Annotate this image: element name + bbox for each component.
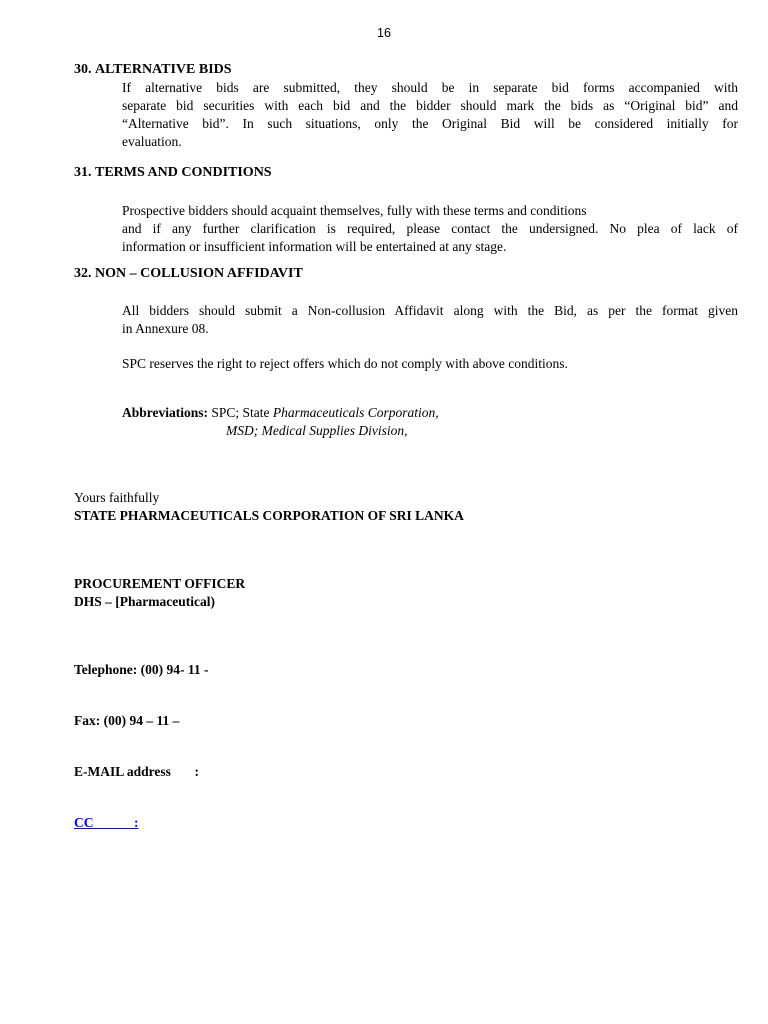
section-32-heading <box>74 265 768 283</box>
abbreviation-msd-expansion: MSD; Medical Supplies Division, <box>226 423 408 438</box>
paragraph-line: Prospective bidders should acquaint themselves, fully with these terms and conditions <box>122 203 587 218</box>
closing-salutation: Yours faithfully <box>74 490 160 505</box>
paragraph-line: evaluation. <box>122 134 182 149</box>
section-32-paragraph-1 <box>122 302 738 338</box>
page-number: 16 <box>377 26 391 40</box>
company-name: STATE PHARMACEUTICALS CORPORATION OF SRI LANKA <box>74 508 464 523</box>
section-32-paragraph-2 <box>122 355 738 373</box>
cc-link[interactable]: CC : <box>74 815 139 830</box>
paragraph-line: information or insufficient information will be entertained at any stage. <box>122 239 507 254</box>
section-32-title: NON – COLLUSION AFFIDAVIT <box>95 266 303 281</box>
fax-line: Fax: (00) 94 – 11 – <box>74 713 180 728</box>
abbreviations-label: Abbreviations: <box>122 405 212 420</box>
section-30-paragraph <box>122 79 738 151</box>
section-30-heading <box>74 61 768 79</box>
paragraph-line: and if any further clarification is required, please contact the undersigned. No plea of lack of <box>122 221 738 236</box>
section-31-heading <box>74 164 768 182</box>
paragraph-line: All bidders should submit a Non-collusion Affidavit along with the Bid, as per the format given <box>122 303 738 318</box>
section-30-title: ALTERNATIVE BIDS <box>95 62 232 77</box>
cc-line <box>74 814 768 831</box>
signature-block <box>74 489 768 525</box>
section-31-number: 31. <box>74 165 92 180</box>
section-31-title: TERMS AND CONDITIONS <box>95 165 272 180</box>
paragraph-line: separate bid securities with each bid and the bidder should mark the bids as “Original bid” and <box>122 98 738 113</box>
contact-block <box>74 627 768 865</box>
section-32-number: 32. <box>74 266 92 281</box>
abbreviations-line-1 <box>122 404 738 422</box>
email-line: E-MAIL address : <box>74 764 200 779</box>
abbreviations-prefix: SPC; State <box>211 405 273 420</box>
paragraph-line: SPC reserves the right to reject offers which do not comply with above conditions. <box>122 356 568 371</box>
section-31-paragraph <box>122 202 738 256</box>
officer-title: PROCUREMENT OFFICER <box>74 576 246 591</box>
officer-block <box>74 575 768 611</box>
officer-department: DHS – [Pharmaceutical) <box>74 594 215 609</box>
telephone-line: Telephone: (00) 94- 11 - <box>74 662 209 677</box>
abbreviation-spc-expansion: Pharmaceuticals Corporation, <box>272 405 439 420</box>
paragraph-line: If alternative bids are submitted, they should be in separate bid forms accompanied with <box>122 80 738 95</box>
paragraph-line: in Annexure 08. <box>122 321 209 336</box>
paragraph-line: “Alternative bid”. In such situations, only the Original Bid will be considered initially for <box>122 116 738 131</box>
section-30-number: 30. <box>74 62 92 77</box>
abbreviations-block <box>122 404 738 440</box>
